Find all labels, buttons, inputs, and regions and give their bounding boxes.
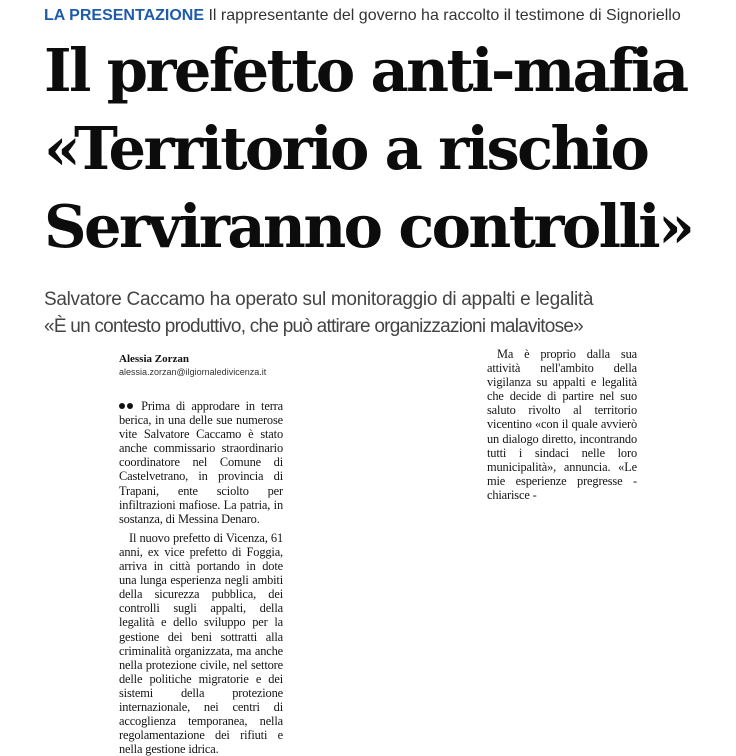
bullet-icon xyxy=(127,403,133,409)
kicker xyxy=(44,6,681,26)
headline-line-3: Serviranno controlli» xyxy=(44,192,693,261)
headline xyxy=(44,32,734,266)
kicker-label: LA PRESENTAZIONE xyxy=(44,7,205,24)
bullet-icon xyxy=(119,403,125,409)
headline-line-1: Il prefetto anti-mafia xyxy=(44,36,687,105)
kicker-text: Il rappresentante del governo ha raccolto il testimone di Signoriello xyxy=(208,7,681,24)
article-column-1 xyxy=(119,399,283,756)
headline-line-2: «Territorio a rischio xyxy=(44,114,648,183)
author-email: alessia.zorzan@ilgiornaledivicenza.it xyxy=(119,367,267,377)
author-name: Alessia Zorzan xyxy=(119,353,189,365)
paragraph-1: Prima di approdare in terra berica, in una delle sue numerose vite Salvatore Caccamo è stato anche commissario straordinario coordinatore nel Comune di Castelvetrano, in provincia di Trapani, ente sciolto per infiltrazioni mafiose. La patria, in sostanza, di Messina Denaro. xyxy=(119,399,283,526)
paragraph-2: Il nuovo prefetto di Vicenza, 61 anni, ex vice prefetto di Foggia, arriva in città portando in dote una lunga esperienza negli ambiti della sicurezza pubblica, dei controlli sugli appalti, della legalità e dello sviluppo per la gestione dei beni sottratti alla criminalità organizzata, ma anche nella protezione civile, nel settore delle politiche migratorie e dei sistemi della protezione internazionale, nei centri di accoglienza temporanea, nella regolamentazione dei rifiuti e nella gestione idrica. xyxy=(119,530,283,756)
subheadline-line-1: Salvatore Caccamo ha operato sul monitoraggio di appalti e legalità xyxy=(44,289,594,310)
article-column-3 xyxy=(487,347,637,502)
paragraph-3: Ma è proprio dalla sua attività nell'ambito della vigilanza su appalti e legalità che decide di partire nel suo saluto rivolto al territorio vicentino «con il quale avvierò un dialogo diretto, incontrando tutti i sindaci nelle loro municipalità», annuncia. «Le mie esperienze pregresse - chiarisce - xyxy=(487,347,637,502)
subheadline-line-2: «È un contesto produttivo, che può attirare organizzazioni malavitose» xyxy=(44,316,583,337)
subheadline xyxy=(44,286,734,340)
byline xyxy=(119,353,284,379)
